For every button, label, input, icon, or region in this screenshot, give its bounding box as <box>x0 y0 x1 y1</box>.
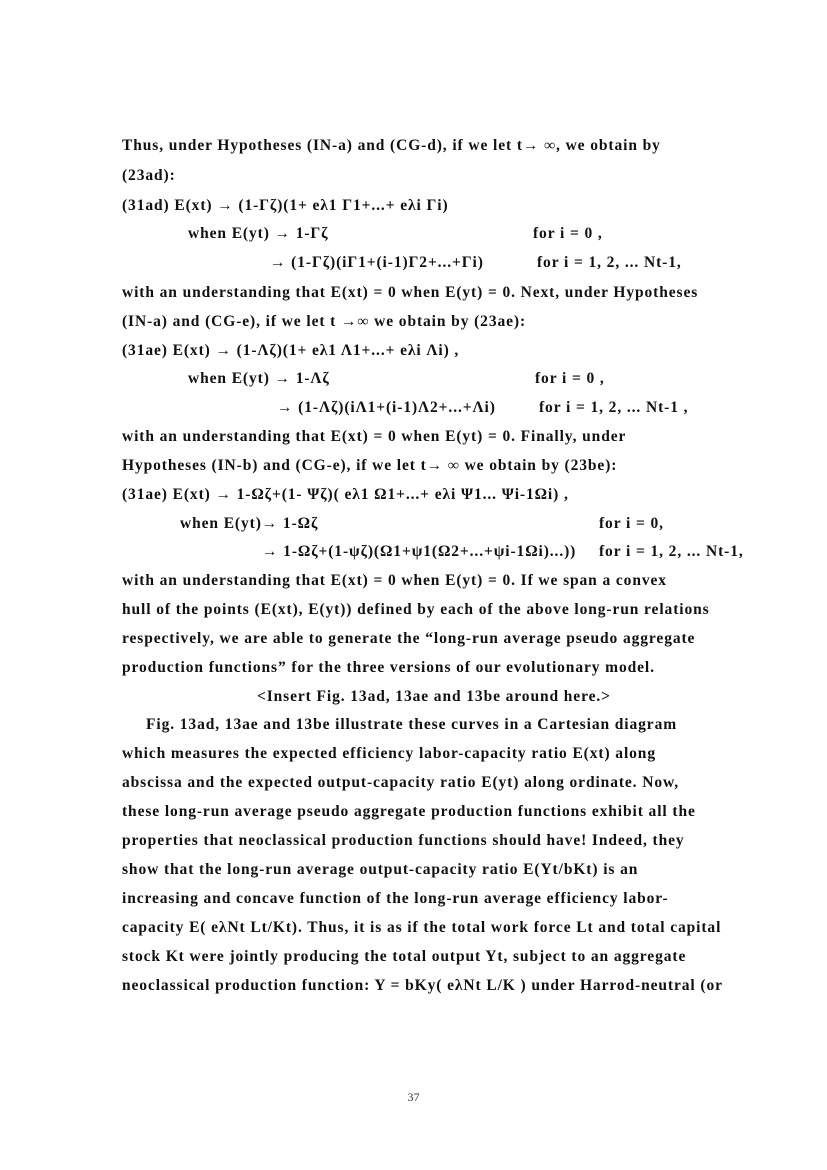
equation-31ae-b: (31ae) E(xt) → 1-Ωζ+(1- Ψζ)( eλ1 Ω1+...+ eλi Ψ1... Ψi-1Ωi) , <box>122 486 569 503</box>
text-line: Thus, under Hypotheses (IN-a) and (CG-d), if we let t→ ∞, we obtain by <box>122 137 661 154</box>
text-line: Hypotheses (IN-b) and (CG-e), if we let t→ ∞ we obtain by (23be): <box>122 457 618 474</box>
equation-case: → (1-Λζ)(iΛ1+(i-1)Λ2+...+Λi) <box>277 399 496 416</box>
text-line: (IN-a) and (CG-e), if we let t →∞ we obtain by (23ae): <box>122 313 527 330</box>
equation-range: for i = 1, 2, ... Nt-1, <box>599 543 744 560</box>
text-line: show that the long-run average output-capacity ratio E(Yt/bKt) is an <box>122 861 639 878</box>
figure-insert-note: <Insert Fig. 13ad, 13ae and 13be around here.> <box>257 688 611 705</box>
equation-range: for i = 0 , <box>533 225 603 242</box>
text-line: with an understanding that E(xt) = 0 when E(yt) = 0. Next, under Hypotheses <box>122 284 699 301</box>
equation-case: → (1-Γζ)(iΓ1+(i-1)Γ2+...+Γi) <box>270 254 484 271</box>
equation-condition: when E(yt) → 1-Λζ <box>188 370 330 387</box>
page-number: 37 <box>407 1090 420 1104</box>
text-line: these long-run average pseudo aggregate production functions exhibit all the <box>122 803 696 820</box>
equation-31ad: (31ad) E(xt) → (1-Γζ)(1+ eλ1 Γ1+...+ eλi Γi) <box>122 197 449 214</box>
equation-condition: when E(yt)→ 1-Ωζ <box>180 515 319 532</box>
equation-range: for i = 0, <box>599 515 664 532</box>
text-line: Fig. 13ad, 13ae and 13be illustrate these curves in a Cartesian diagram <box>146 716 678 733</box>
text-line: production functions” for the three versions of our evolutionary model. <box>122 659 655 676</box>
text-line: hull of the points (E(xt), E(yt)) defined by each of the above long-run relations <box>122 601 710 618</box>
text-line: capacity E( eλNt Lt/Kt). Thus, it is as if the total work force Lt and total capital <box>122 919 722 936</box>
equation-range: for i = 1, 2, ... Nt-1, <box>537 254 682 271</box>
equation-case: → 1-Ωζ+(1-ψζ)(Ω1+ψ1(Ω2+...+ψi-1Ωi)...)) <box>262 543 577 560</box>
text-line: which measures the expected efficiency labor-capacity ratio E(xt) along <box>122 745 656 762</box>
text-line: stock Kt were jointly producing the total output Yt, subject to an aggregate <box>122 948 687 965</box>
equation-range: for i = 1, 2, ... Nt-1 , <box>539 399 689 416</box>
text-line: respectively, we are able to generate the “long-run average pseudo aggregate <box>122 630 696 647</box>
text-line: with an understanding that E(xt) = 0 when E(yt) = 0. Finally, under <box>122 428 627 445</box>
text-line: with an understanding that E(xt) = 0 when E(yt) = 0. If we span a convex <box>122 572 667 589</box>
text-line: properties that neoclassical production functions should have! Indeed, they <box>122 832 685 849</box>
text-line: abscissa and the expected output-capacity ratio E(yt) along ordinate. Now, <box>122 774 679 791</box>
text-line: (23ad): <box>122 167 176 184</box>
equation-condition: when E(yt) → 1-Γζ <box>188 225 329 242</box>
equation-range: for i = 0 , <box>535 370 605 387</box>
equation-31ae: (31ae) E(xt) → (1-Λζ)(1+ eλ1 Λ1+...+ eλi Λi) , <box>122 342 460 359</box>
text-line: increasing and concave function of the long-run average efficiency labor- <box>122 890 669 907</box>
text-line: neoclassical production function: Y = bKy( eλNt L/K ) under Harrod-neutral (or <box>122 977 723 994</box>
